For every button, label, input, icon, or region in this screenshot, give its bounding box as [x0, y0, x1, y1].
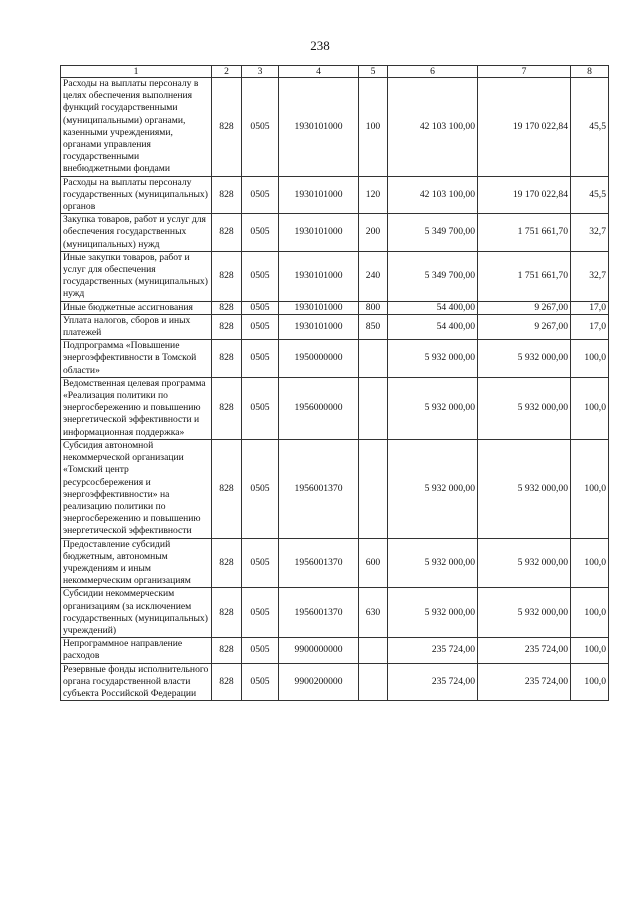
actual-amount-cell: 5 932 000,00	[478, 538, 571, 588]
actual-amount-cell: 19 170 022,84	[478, 78, 571, 177]
row-name-cell: Ведомственная целевая программа «Реализация политики по энергосбережению и повышению энергетической эффективности и информационная поддержка»	[61, 377, 212, 439]
actual-amount-cell: 235 724,00	[478, 638, 571, 663]
percent-cell: 32,7	[571, 251, 609, 301]
ved-code-cell: 828	[212, 78, 242, 177]
percent-cell: 100,0	[571, 439, 609, 538]
actual-amount-cell: 235 724,00	[478, 663, 571, 701]
section-code-cell: 0505	[242, 377, 279, 439]
planned-amount-cell: 5 349 700,00	[388, 251, 478, 301]
header-row	[61, 66, 609, 78]
target-article-cell: 1956000000	[279, 377, 359, 439]
ved-code-cell: 828	[212, 301, 242, 314]
ved-code-cell: 828	[212, 588, 242, 638]
budget-table	[60, 65, 609, 701]
table-row	[61, 340, 609, 378]
section-code-cell: 0505	[242, 251, 279, 301]
row-name-cell: Подпрограмма «Повышение энергоэффективности в Томской области»	[61, 340, 212, 378]
planned-amount-cell: 5 932 000,00	[388, 340, 478, 378]
percent-cell: 45,5	[571, 176, 609, 214]
expense-type-cell: 100	[359, 78, 388, 177]
table-row	[61, 251, 609, 301]
actual-amount-cell: 19 170 022,84	[478, 176, 571, 214]
percent-cell: 100,0	[571, 588, 609, 638]
column-header: 8	[571, 66, 609, 78]
section-code-cell: 0505	[242, 340, 279, 378]
percent-cell: 100,0	[571, 377, 609, 439]
row-name-cell: Иные бюджетные ассигнования	[61, 301, 212, 314]
section-code-cell: 0505	[242, 301, 279, 314]
expense-type-cell	[359, 340, 388, 378]
section-code-cell: 0505	[242, 214, 279, 252]
row-name-cell: Непрограммное направление расходов	[61, 638, 212, 663]
planned-amount-cell: 5 932 000,00	[388, 377, 478, 439]
target-article-cell: 9900200000	[279, 663, 359, 701]
percent-cell: 100,0	[571, 538, 609, 588]
column-header: 5	[359, 66, 388, 78]
planned-amount-cell: 54 400,00	[388, 301, 478, 314]
percent-cell: 100,0	[571, 638, 609, 663]
column-header: 6	[388, 66, 478, 78]
expense-type-cell: 600	[359, 538, 388, 588]
table-row	[61, 176, 609, 214]
section-code-cell: 0505	[242, 176, 279, 214]
table-row	[61, 214, 609, 252]
expense-type-cell: 120	[359, 176, 388, 214]
section-code-cell: 0505	[242, 588, 279, 638]
table-row	[61, 439, 609, 538]
row-name-cell: Закупка товаров, работ и услуг для обеспечения государственных (муниципальных) нужд	[61, 214, 212, 252]
expense-type-cell: 240	[359, 251, 388, 301]
target-article-cell: 1956001370	[279, 538, 359, 588]
row-name-cell: Резервные фонды исполнительного органа государственной власти субъекта Российской Федерации	[61, 663, 212, 701]
section-code-cell: 0505	[242, 663, 279, 701]
percent-cell: 100,0	[571, 340, 609, 378]
table-row	[61, 377, 609, 439]
expense-type-cell	[359, 638, 388, 663]
target-article-cell: 1930101000	[279, 176, 359, 214]
row-name-cell: Предоставление субсидий бюджетным, автономным учреждениям и иным некоммерческим организациям	[61, 538, 212, 588]
section-code-cell: 0505	[242, 439, 279, 538]
table-row	[61, 314, 609, 339]
ved-code-cell: 828	[212, 538, 242, 588]
table-row	[61, 538, 609, 588]
section-code-cell: 0505	[242, 78, 279, 177]
percent-cell: 17,0	[571, 314, 609, 339]
actual-amount-cell: 1 751 661,70	[478, 251, 571, 301]
table-row	[61, 78, 609, 177]
ved-code-cell: 828	[212, 176, 242, 214]
column-header: 2	[212, 66, 242, 78]
actual-amount-cell: 9 267,00	[478, 314, 571, 339]
row-name-cell: Расходы на выплаты персоналу в целях обеспечения выполнения функций государственными (муниципальными) органами, казенными учреждениями, органами управления государственными внебюджетными фондами	[61, 78, 212, 177]
ved-code-cell: 828	[212, 439, 242, 538]
ved-code-cell: 828	[212, 214, 242, 252]
row-name-cell: Иные закупки товаров, работ и услуг для обеспечения государственных (муниципальных) нужд	[61, 251, 212, 301]
expense-type-cell	[359, 377, 388, 439]
ved-code-cell: 828	[212, 340, 242, 378]
target-article-cell: 1930101000	[279, 301, 359, 314]
expense-type-cell: 630	[359, 588, 388, 638]
page-number: 238	[310, 38, 330, 53]
percent-cell: 32,7	[571, 214, 609, 252]
expense-type-cell: 800	[359, 301, 388, 314]
target-article-cell: 1930101000	[279, 251, 359, 301]
row-name-cell: Субсидии некоммерческим организациям (за исключением государственных (муниципальных) учреждений)	[61, 588, 212, 638]
ved-code-cell: 828	[212, 377, 242, 439]
target-article-cell: 1956001370	[279, 588, 359, 638]
percent-cell: 17,0	[571, 301, 609, 314]
target-article-cell: 1930101000	[279, 314, 359, 339]
planned-amount-cell: 235 724,00	[388, 663, 478, 701]
target-article-cell: 1930101000	[279, 78, 359, 177]
target-article-cell: 1930101000	[279, 214, 359, 252]
row-name-cell: Уплата налогов, сборов и иных платежей	[61, 314, 212, 339]
actual-amount-cell: 1 751 661,70	[478, 214, 571, 252]
ved-code-cell: 828	[212, 251, 242, 301]
planned-amount-cell: 42 103 100,00	[388, 176, 478, 214]
actual-amount-cell: 5 932 000,00	[478, 439, 571, 538]
planned-amount-cell: 54 400,00	[388, 314, 478, 339]
target-article-cell: 1950000000	[279, 340, 359, 378]
ved-code-cell: 828	[212, 314, 242, 339]
table-row	[61, 663, 609, 701]
ved-code-cell: 828	[212, 638, 242, 663]
target-article-cell: 9900000000	[279, 638, 359, 663]
expense-type-cell	[359, 663, 388, 701]
actual-amount-cell: 5 932 000,00	[478, 588, 571, 638]
percent-cell: 100,0	[571, 663, 609, 701]
planned-amount-cell: 5 932 000,00	[388, 538, 478, 588]
section-code-cell: 0505	[242, 538, 279, 588]
actual-amount-cell: 9 267,00	[478, 301, 571, 314]
target-article-cell: 1956001370	[279, 439, 359, 538]
planned-amount-cell: 235 724,00	[388, 638, 478, 663]
row-name-cell: Субсидия автономной некоммерческой организации «Томский центр ресурсосбережения и энергоэффективности» на реализацию политики по энергосбережению и повышению энергетической эффективности	[61, 439, 212, 538]
planned-amount-cell: 5 932 000,00	[388, 439, 478, 538]
row-name-cell: Расходы на выплаты персоналу государственных (муниципальных) органов	[61, 176, 212, 214]
planned-amount-cell: 42 103 100,00	[388, 78, 478, 177]
table-row	[61, 588, 609, 638]
section-code-cell: 0505	[242, 314, 279, 339]
actual-amount-cell: 5 932 000,00	[478, 340, 571, 378]
actual-amount-cell: 5 932 000,00	[478, 377, 571, 439]
column-header: 7	[478, 66, 571, 78]
expense-type-cell: 200	[359, 214, 388, 252]
planned-amount-cell: 5 932 000,00	[388, 588, 478, 638]
planned-amount-cell: 5 349 700,00	[388, 214, 478, 252]
ved-code-cell: 828	[212, 663, 242, 701]
percent-cell: 45,5	[571, 78, 609, 177]
expense-type-cell: 850	[359, 314, 388, 339]
column-header: 3	[242, 66, 279, 78]
column-header: 1	[61, 66, 212, 78]
expense-type-cell	[359, 439, 388, 538]
table-row	[61, 301, 609, 314]
column-header: 4	[279, 66, 359, 78]
section-code-cell: 0505	[242, 638, 279, 663]
table-row	[61, 638, 609, 663]
